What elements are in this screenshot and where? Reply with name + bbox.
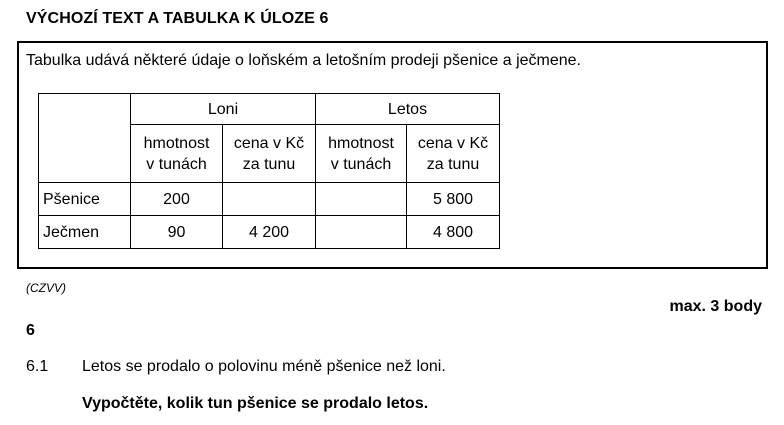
table-cell bbox=[316, 216, 407, 249]
table-cell: 5 800 bbox=[407, 183, 500, 216]
max-points: max. 3 body bbox=[669, 298, 762, 315]
table-cell bbox=[223, 183, 316, 216]
row-label-psenice: Pšenice bbox=[39, 183, 131, 216]
table-header-row bbox=[39, 94, 500, 125]
subheader-cell: cena v Kč za tunu bbox=[223, 125, 316, 183]
subheader-cell: hmotnost v tunách bbox=[316, 125, 407, 183]
subquestion-instruction: Vypočtěte, kolik tun pšenice se prodalo letos. bbox=[82, 395, 429, 412]
source-text-box bbox=[17, 41, 768, 269]
subheader-cell: hmotnost v tunách bbox=[131, 125, 223, 183]
row-label-jecmen: Ječmen bbox=[39, 216, 131, 249]
table-row bbox=[39, 216, 500, 249]
section-heading: VÝCHOZÍ TEXT A TABULKA K ÚLOZE 6 bbox=[26, 10, 329, 27]
sales-table bbox=[38, 93, 500, 249]
table-cell: 200 bbox=[131, 183, 223, 216]
question-number: 6 bbox=[26, 322, 35, 339]
subquestion-number: 6.1 bbox=[26, 358, 49, 375]
intro-text: Tabulka udává některé údaje o loňském a letošním prodeji pšenice a ječmene. bbox=[26, 52, 581, 69]
table-cell bbox=[316, 183, 407, 216]
table-corner-cell bbox=[39, 94, 131, 183]
subheader-cell: cena v Kč za tunu bbox=[407, 125, 500, 183]
subquestion-text: Letos se prodalo o polovinu méně pšenice než loni. bbox=[82, 358, 446, 375]
table-row bbox=[39, 183, 500, 216]
table-cell: 4 800 bbox=[407, 216, 500, 249]
source-note: (CZVV) bbox=[26, 281, 66, 295]
table-cell: 90 bbox=[131, 216, 223, 249]
table-cell: 4 200 bbox=[223, 216, 316, 249]
header-letos: Letos bbox=[316, 94, 500, 125]
header-loni: Loni bbox=[131, 94, 316, 125]
